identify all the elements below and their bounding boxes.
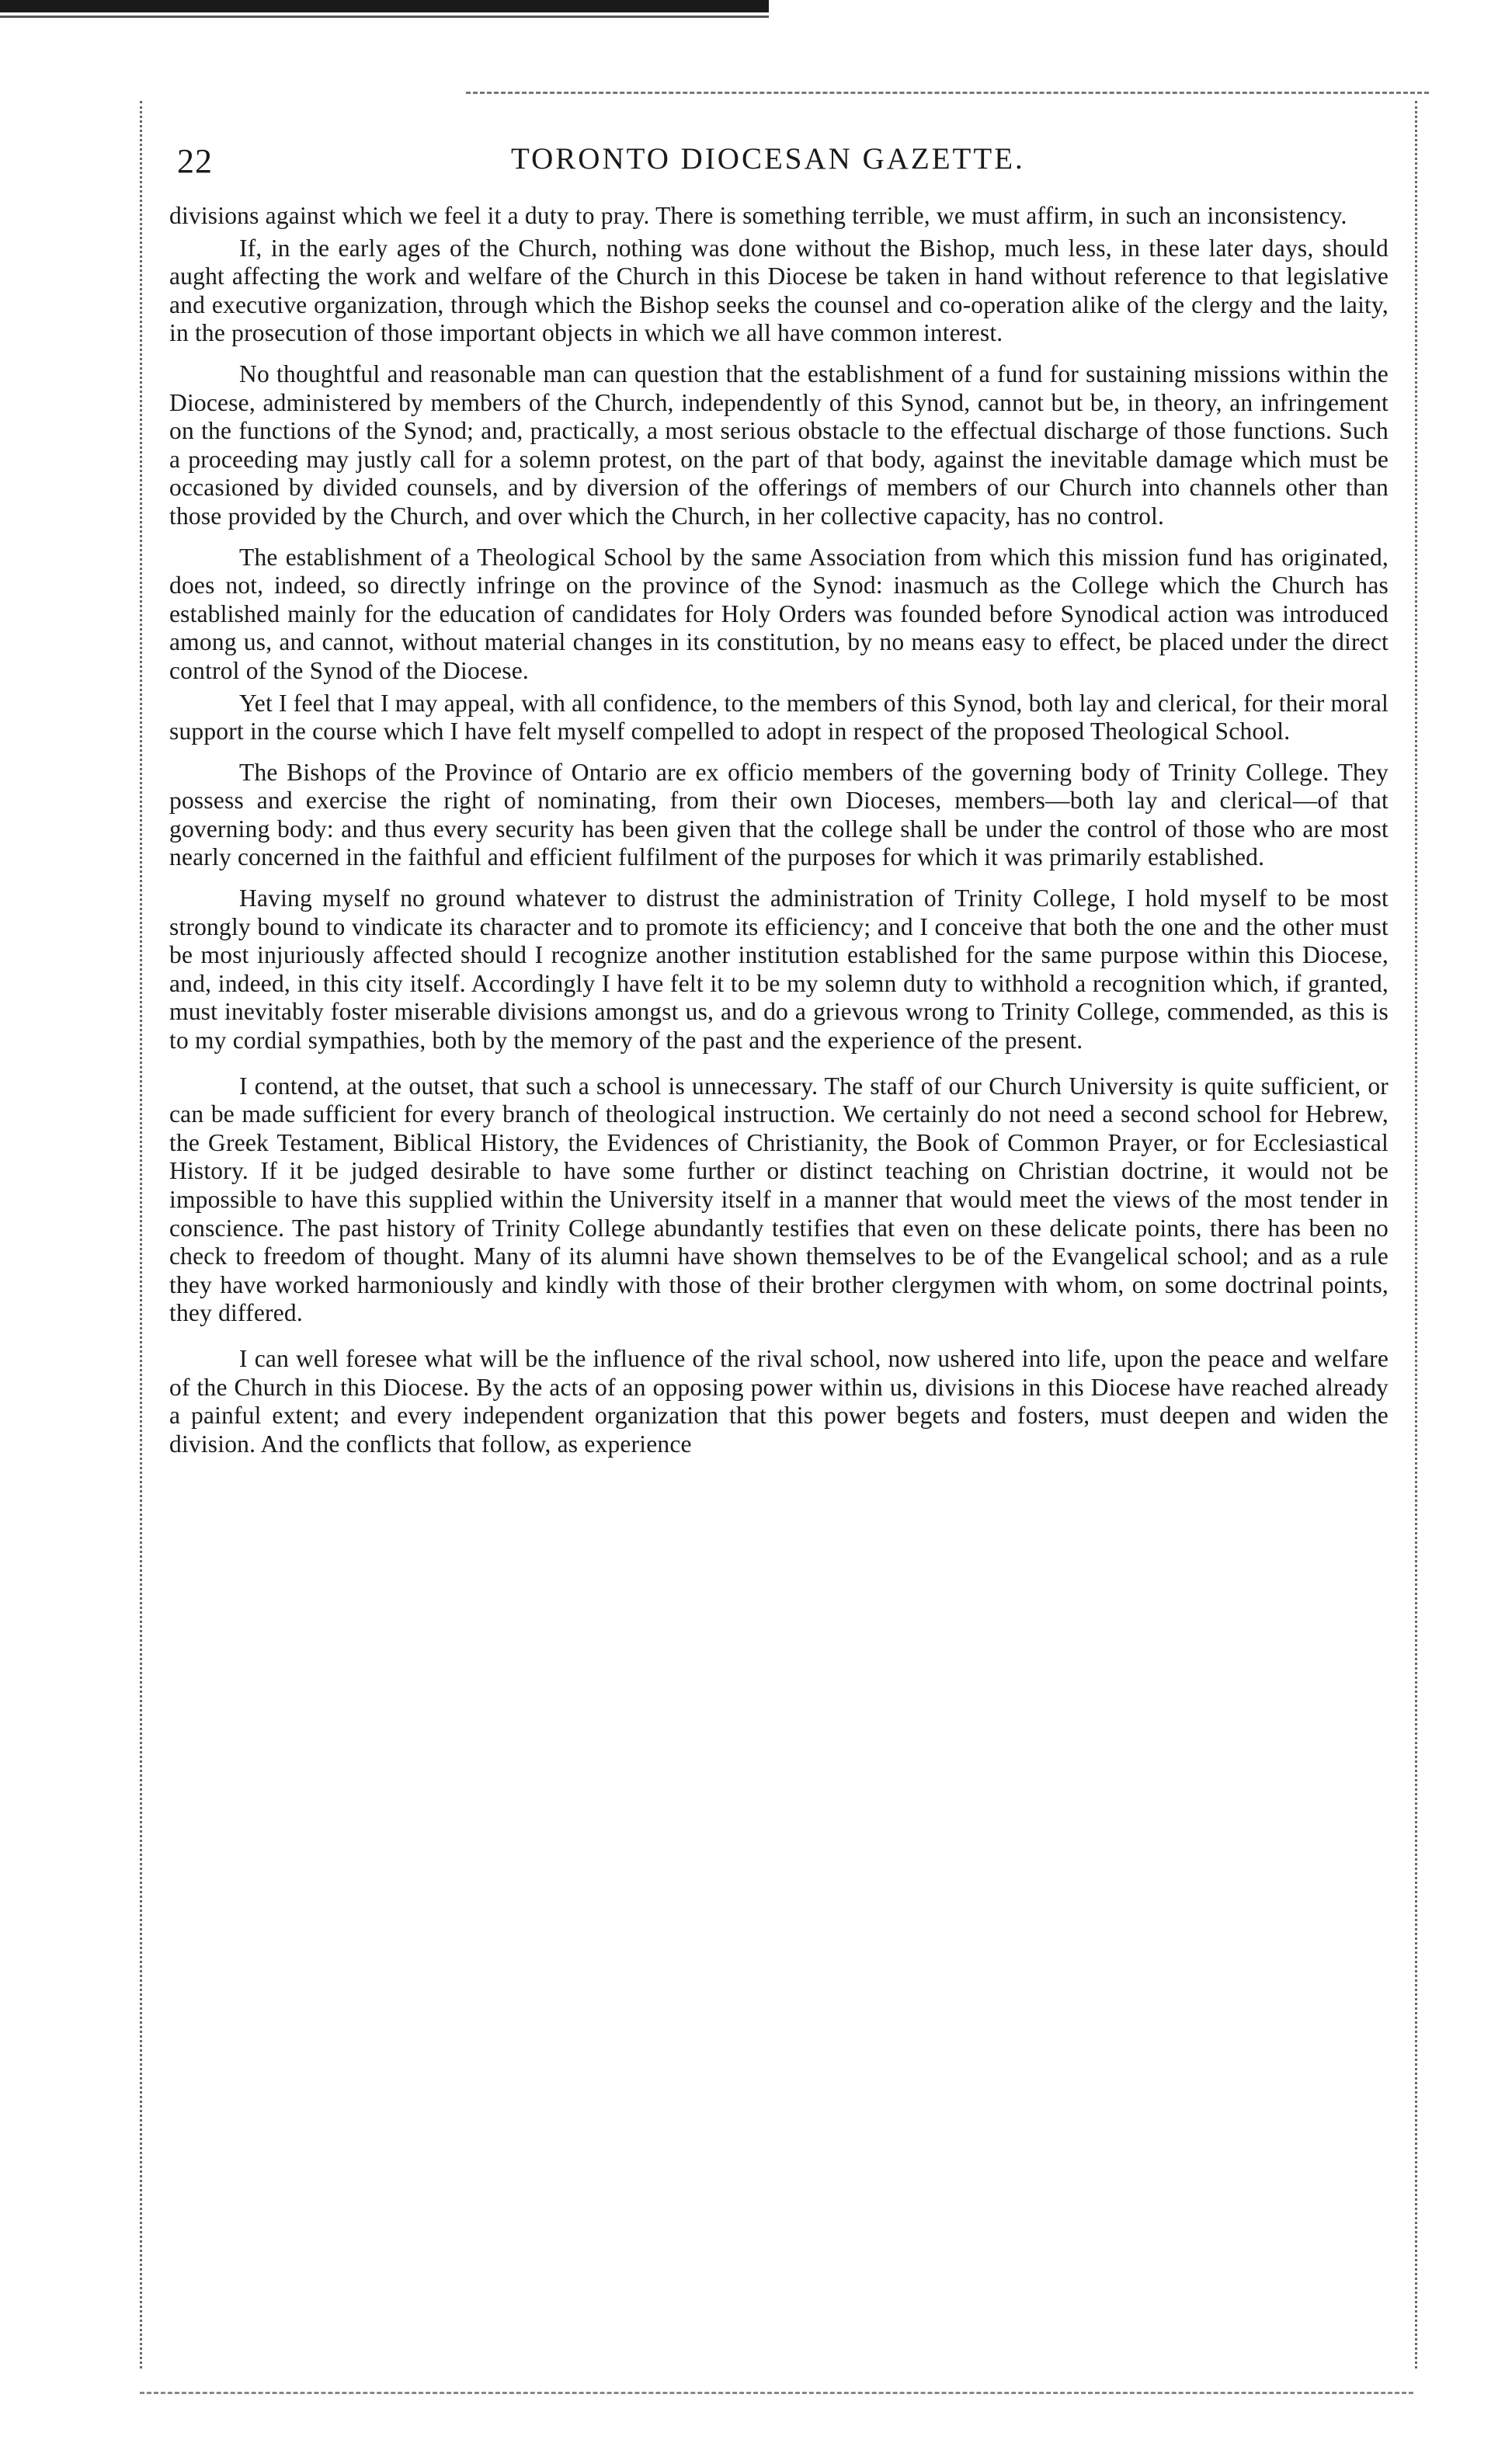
paragraph-1: divisions against which we feel it a duty to pray. There is something terrible, we must affirm, in such an inconsistency. [169, 202, 1347, 229]
bottom-dash-line [140, 2392, 1413, 2394]
paragraph-7: Having myself no ground whatever to distrust the administration of Trinity College, I hold myself to be most strongly bound to vindicate its character and to promote its efficiency; and I conceive that both the one and the other must be most injuriously affected should I recognize another institution established for the same purpose within this Diocese, and, indeed, in this city itself. Accordingly I have felt it to be my solemn duty to withhold a recognition which, if granted, must inevitably foster miserable divisions amongst us, and do a grievous wrong to Trinity College, commended, as this is to my cordial sympathies, both by the memory of the past and the experience of the present. [169, 884, 1389, 1055]
paragraph-6: The Bishops of the Province of Ontario are ex officio members of the governing body of Trinity College. They possess and exercise the right of nominating, from their own Dioceses, members—both lay and clerical—of that governing body: and thus every security has been given that the college shall be under the control of those who are most nearly concerned in the faithful and efficient fulfilment of the purposes for which it was primarily established. [169, 758, 1389, 871]
paragraph-4: The establishment of a Theological School by the same Association from which this mission fund has originated, does not, indeed, so directly infringe on the province of the Synod: inasmuch as the College which the Church has established mainly for the education of candidates for Holy Orders was founded before Synodical action was introduced among us, and cannot, without material changes in its constitution, by no means easy to effect, be placed under the direct control of the Synod of the Diocese. [169, 543, 1389, 684]
paragraph-9: I can well foresee what will be the influence of the rival school, now ushered into life, upon the peace and welfare of the Church in this Diocese. By the acts of an opposing power within us, divisions in this Diocese have reached already a painful extent; and every independent organization that this power begets and fosters, must deepen and widen the division. And the conflicts that follow, as experience [169, 1344, 1389, 1458]
right-margin-marks [1415, 101, 1422, 2368]
page [169, 124, 1389, 1462]
paragraph-2: If, in the early ages of the Church, nothing was done without the Bishop, much less, in these later days, should aught affecting the work and welfare of the Church in this Diocese be taken in hand without reference to that legislative and executive organization, through which the Bishop seeks the counsel and co-operation alike of the clergy and the laity, in the prosecution of those important objects in which we all have common interest. [169, 234, 1389, 347]
article-body [169, 202, 1389, 1458]
paragraph-8: I contend, at the outset, that such a school is unnecessary. The staff of our Church University is quite sufficient, or can be made sufficient for every branch of theological instruction. We certainly do not need a second school for Hebrew, the Greek Testament, Biblical History, the Evidences of Christianity, the Book of Common Prayer, or for Ecclesiastical History. If it be judged desirable to have some further or distinct teaching on Christian doctrine, it would not be impossible to have this supplied within the University itself in a manner that would meet the views of the most tender in conscience. The past history of Trinity College abundantly testifies that even on these delicate points, there has been no check to freedom of thought. Many of its alumni have shown themselves to be of the Evangelical school; and as a rule they have worked harmoniously and kindly with those of their brother clergymen with whom, on some doctrinal points, they differed. [169, 1072, 1389, 1327]
top-dash-line [466, 92, 1429, 94]
journal-title: TORONTO DIOCESAN GAZETTE. [511, 142, 1025, 175]
page-number: 22 [177, 142, 213, 180]
running-head [169, 124, 1389, 179]
top-rule-thin [0, 16, 769, 18]
paragraph-3: No thoughtful and reasonable man can question that the establishment of a fund for sustaining missions within the Diocese, administered by members of the Church, independently of this Synod, cannot but be, in theory, an infringement on the functions of the Synod; and, practically, a most serious obstacle to the effectual discharge of those functions. Such a proceeding may justly call for a solemn protest, on the part of that body, against the inevitable damage which must be occasioned by divided counsels, and by diversion of the offerings of members of our Church into channels other than those provided by the Church, and over which the Church, in her collective capacity, has no control. [169, 360, 1389, 530]
left-margin-marks [140, 101, 147, 2368]
top-rule [0, 0, 769, 12]
paragraph-5: Yet I feel that I may appeal, with all confidence, to the members of this Synod, both lay and clerical, for their moral support in the course which I have felt myself compelled to adopt in respect of the proposed Theological School. [169, 689, 1389, 745]
